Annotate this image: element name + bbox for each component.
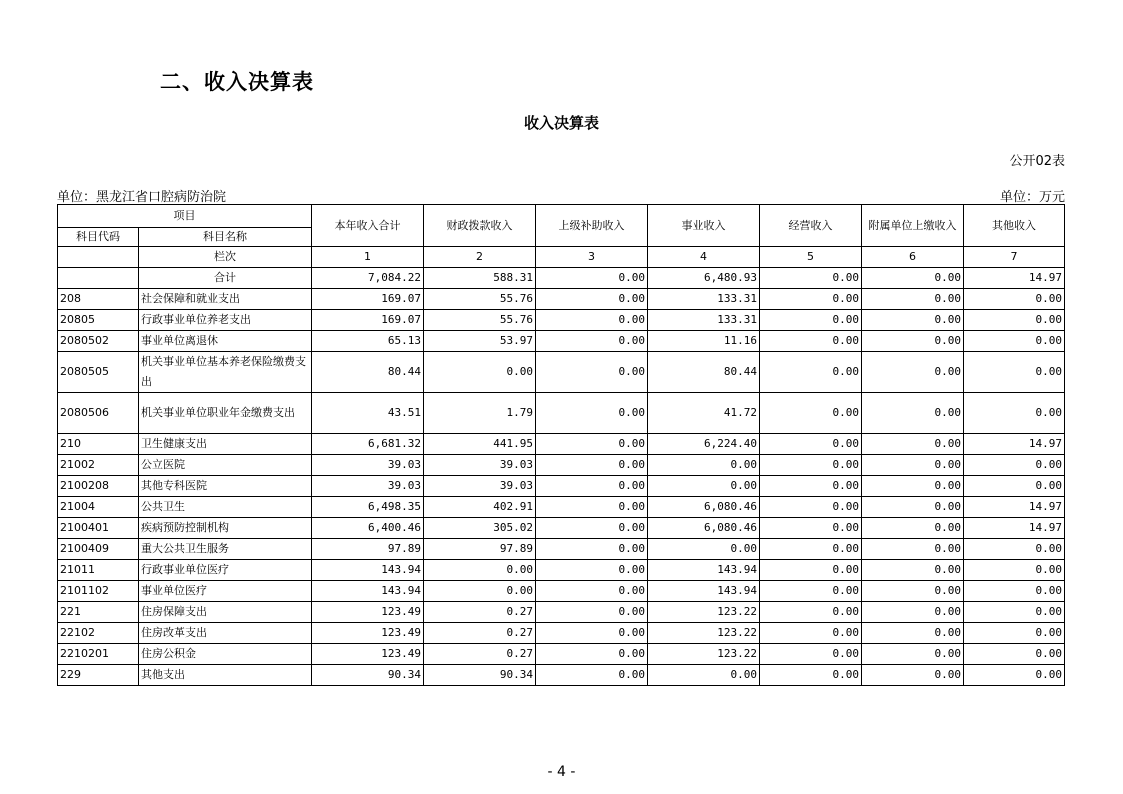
- amount-cell: 0.00: [760, 560, 862, 581]
- header-total-income: 本年收入合计: [312, 205, 424, 247]
- subject-code: 2080505: [58, 352, 139, 393]
- table-row: [58, 476, 1065, 497]
- subject-name: 重大公共卫生服务: [139, 539, 312, 560]
- amount-cell: 123.22: [648, 602, 760, 623]
- amount-cell: 7,084.22: [312, 268, 424, 289]
- subject-name: 事业单位离退休: [139, 331, 312, 352]
- amount-cell: 0.00: [424, 352, 536, 393]
- amount-cell: 0.00: [536, 539, 648, 560]
- amount-cell: 0.00: [964, 665, 1065, 686]
- amount-cell: 0.00: [760, 623, 862, 644]
- amount-cell: 0.00: [760, 497, 862, 518]
- table-row: [58, 665, 1065, 686]
- amount-cell: 6,498.35: [312, 497, 424, 518]
- amount-cell: 0.27: [424, 602, 536, 623]
- amount-cell: 0.00: [862, 539, 964, 560]
- amount-cell: 0.00: [862, 623, 964, 644]
- amount-cell: 0.00: [964, 310, 1065, 331]
- amount-cell: 0.00: [760, 476, 862, 497]
- amount-cell: 0.00: [964, 623, 1065, 644]
- amount-cell: 0.00: [760, 289, 862, 310]
- amount-cell: 0.00: [862, 665, 964, 686]
- amount-cell: 0.00: [862, 455, 964, 476]
- amount-cell: 0.00: [760, 581, 862, 602]
- amount-cell: 39.03: [424, 476, 536, 497]
- table-row: [58, 352, 1065, 393]
- amount-cell: 80.44: [312, 352, 424, 393]
- amount-cell: 0.00: [536, 581, 648, 602]
- table-row: [58, 560, 1065, 581]
- column-number-blank: [58, 247, 139, 268]
- currency-label: 单位：万元: [999, 190, 1065, 205]
- subject-name: 住房改革支出: [139, 623, 312, 644]
- subject-code: 21004: [58, 497, 139, 518]
- column-label: 栏次: [139, 247, 312, 268]
- amount-cell: 6,224.40: [648, 434, 760, 455]
- amount-cell: 39.03: [424, 455, 536, 476]
- subject-name: 机关事业单位职业年金缴费支出: [139, 393, 312, 434]
- amount-cell: 143.94: [312, 560, 424, 581]
- amount-cell: 0.00: [964, 539, 1065, 560]
- amount-cell: 0.00: [760, 644, 862, 665]
- amount-cell: 143.94: [648, 560, 760, 581]
- amount-cell: 123.22: [648, 644, 760, 665]
- amount-cell: 0.00: [760, 602, 862, 623]
- table-row: [58, 310, 1065, 331]
- subject-code: 2100409: [58, 539, 139, 560]
- column-number: 7: [964, 247, 1065, 268]
- amount-cell: 0.00: [862, 268, 964, 289]
- amount-cell: 133.31: [648, 289, 760, 310]
- amount-cell: 123.49: [312, 623, 424, 644]
- amount-cell: 0.00: [964, 644, 1065, 665]
- subject-code: 21002: [58, 455, 139, 476]
- subject-name: 其他专科医院: [139, 476, 312, 497]
- amount-cell: 0.00: [862, 497, 964, 518]
- amount-cell: 0.00: [862, 476, 964, 497]
- table-title: 收入决算表: [523, 114, 599, 132]
- amount-cell: 11.16: [648, 331, 760, 352]
- subject-code: [58, 268, 139, 289]
- amount-cell: 14.97: [964, 497, 1065, 518]
- amount-cell: 0.00: [760, 310, 862, 331]
- table-row: [58, 289, 1065, 310]
- amount-cell: 0.00: [536, 434, 648, 455]
- amount-cell: 0.00: [536, 497, 648, 518]
- amount-cell: 0.00: [964, 352, 1065, 393]
- subject-code: 2080502: [58, 331, 139, 352]
- column-number: 5: [760, 247, 862, 268]
- amount-cell: 441.95: [424, 434, 536, 455]
- amount-cell: 0.00: [536, 352, 648, 393]
- amount-cell: 0.00: [536, 393, 648, 434]
- header-other: 其他收入: [964, 205, 1065, 247]
- table-row: [58, 539, 1065, 560]
- amount-cell: 143.94: [648, 581, 760, 602]
- column-number: 1: [312, 247, 424, 268]
- amount-cell: 0.00: [964, 331, 1065, 352]
- amount-cell: 0.00: [862, 352, 964, 393]
- amount-cell: 97.89: [424, 539, 536, 560]
- amount-cell: 41.72: [648, 393, 760, 434]
- amount-cell: 6,080.46: [648, 497, 760, 518]
- amount-cell: 0.00: [536, 455, 648, 476]
- amount-cell: 0.00: [536, 623, 648, 644]
- subject-name: 行政事业单位养老支出: [139, 310, 312, 331]
- amount-cell: 0.00: [964, 455, 1065, 476]
- amount-cell: 6,681.32: [312, 434, 424, 455]
- amount-cell: 0.00: [536, 644, 648, 665]
- amount-cell: 0.00: [862, 289, 964, 310]
- amount-cell: 588.31: [424, 268, 536, 289]
- amount-cell: 0.00: [964, 602, 1065, 623]
- table-row: [58, 455, 1065, 476]
- amount-cell: 0.00: [536, 476, 648, 497]
- subject-name: 机关事业单位基本养老保险缴费支出: [139, 352, 312, 393]
- subject-code: 21011: [58, 560, 139, 581]
- amount-cell: 0.00: [536, 268, 648, 289]
- amount-cell: 0.00: [424, 560, 536, 581]
- amount-cell: 133.31: [648, 310, 760, 331]
- amount-cell: 6,480.93: [648, 268, 760, 289]
- amount-cell: 123.49: [312, 644, 424, 665]
- amount-cell: 0.00: [536, 665, 648, 686]
- amount-cell: 0.00: [760, 539, 862, 560]
- amount-cell: 0.00: [862, 310, 964, 331]
- amount-cell: 0.00: [536, 518, 648, 539]
- column-number: 3: [536, 247, 648, 268]
- amount-cell: 0.00: [648, 476, 760, 497]
- subject-code: 208: [58, 289, 139, 310]
- header-operating: 经营收入: [760, 205, 862, 247]
- amount-cell: 305.02: [424, 518, 536, 539]
- subject-code: 2080506: [58, 393, 139, 434]
- form-number: 公开02表: [1009, 154, 1065, 169]
- subject-name: 住房保障支出: [139, 602, 312, 623]
- amount-cell: 0.00: [862, 644, 964, 665]
- header-affiliated: 附属单位上缴收入: [862, 205, 964, 247]
- amount-cell: 0.00: [536, 560, 648, 581]
- amount-cell: 80.44: [648, 352, 760, 393]
- amount-cell: 0.00: [648, 539, 760, 560]
- amount-cell: 0.27: [424, 644, 536, 665]
- section-title: 二、收入决算表: [160, 70, 314, 94]
- amount-cell: 65.13: [312, 331, 424, 352]
- table-row: [58, 644, 1065, 665]
- table-row: [58, 393, 1065, 434]
- amount-cell: 0.00: [862, 560, 964, 581]
- amount-cell: 0.00: [536, 289, 648, 310]
- amount-cell: 0.00: [760, 268, 862, 289]
- amount-cell: 90.34: [312, 665, 424, 686]
- header-fiscal: 财政拨款收入: [424, 205, 536, 247]
- amount-cell: 0.00: [760, 352, 862, 393]
- amount-cell: 0.00: [862, 518, 964, 539]
- amount-cell: 123.22: [648, 623, 760, 644]
- amount-cell: 0.00: [536, 602, 648, 623]
- subject-name: 其他支出: [139, 665, 312, 686]
- subject-name: 疾病预防控制机构: [139, 518, 312, 539]
- amount-cell: 0.00: [760, 518, 862, 539]
- subject-code: 210: [58, 434, 139, 455]
- amount-cell: 55.76: [424, 310, 536, 331]
- subject-code: 221: [58, 602, 139, 623]
- amount-cell: 53.97: [424, 331, 536, 352]
- amount-cell: 0.00: [862, 434, 964, 455]
- subject-name: 合计: [139, 268, 312, 289]
- amount-cell: 6,080.46: [648, 518, 760, 539]
- header-superior-subsidy: 上级补助收入: [536, 205, 648, 247]
- amount-cell: 0.00: [648, 665, 760, 686]
- amount-cell: 1.79: [424, 393, 536, 434]
- table-row: [58, 497, 1065, 518]
- income-table: [57, 204, 1065, 686]
- subject-code: 2210201: [58, 644, 139, 665]
- amount-cell: 97.89: [312, 539, 424, 560]
- amount-cell: 0.00: [760, 665, 862, 686]
- header-row-1: [58, 205, 1065, 228]
- amount-cell: 0.00: [760, 393, 862, 434]
- amount-cell: 0.00: [964, 289, 1065, 310]
- subject-code: 229: [58, 665, 139, 686]
- amount-cell: 14.97: [964, 268, 1065, 289]
- subject-name: 社会保障和就业支出: [139, 289, 312, 310]
- amount-cell: 169.07: [312, 310, 424, 331]
- page-number: - 4 -: [547, 764, 576, 780]
- amount-cell: 14.97: [964, 518, 1065, 539]
- subject-name: 公立医院: [139, 455, 312, 476]
- amount-cell: 0.00: [862, 331, 964, 352]
- amount-cell: 0.00: [964, 393, 1065, 434]
- amount-cell: 0.00: [760, 455, 862, 476]
- table-row: [58, 581, 1065, 602]
- subject-code: 20805: [58, 310, 139, 331]
- subject-code: 2100401: [58, 518, 139, 539]
- amount-cell: 0.00: [964, 560, 1065, 581]
- unit-label: 单位：黑龙江省口腔病防治院: [57, 190, 227, 205]
- table-row: [58, 434, 1065, 455]
- amount-cell: 90.34: [424, 665, 536, 686]
- amount-cell: 0.00: [862, 393, 964, 434]
- header-code: 科目代码: [58, 228, 139, 247]
- amount-cell: 55.76: [424, 289, 536, 310]
- amount-cell: 123.49: [312, 602, 424, 623]
- header-business: 事业收入: [648, 205, 760, 247]
- table-row: [58, 623, 1065, 644]
- column-number: 4: [648, 247, 760, 268]
- subject-name: 事业单位医疗: [139, 581, 312, 602]
- column-number: 6: [862, 247, 964, 268]
- amount-cell: 0.00: [964, 476, 1065, 497]
- amount-cell: 14.97: [964, 434, 1065, 455]
- amount-cell: 0.00: [424, 581, 536, 602]
- column-number-row: [58, 247, 1065, 268]
- amount-cell: 0.00: [536, 310, 648, 331]
- column-number: 2: [424, 247, 536, 268]
- subject-code: 2100208: [58, 476, 139, 497]
- table-row: [58, 331, 1065, 352]
- amount-cell: 0.00: [862, 581, 964, 602]
- subject-name: 行政事业单位医疗: [139, 560, 312, 581]
- table-row: [58, 602, 1065, 623]
- amount-cell: 402.91: [424, 497, 536, 518]
- amount-cell: 0.27: [424, 623, 536, 644]
- subject-name: 公共卫生: [139, 497, 312, 518]
- amount-cell: 0.00: [536, 331, 648, 352]
- amount-cell: 0.00: [964, 581, 1065, 602]
- subject-name: 卫生健康支出: [139, 434, 312, 455]
- amount-cell: 0.00: [648, 455, 760, 476]
- subject-name: 住房公积金: [139, 644, 312, 665]
- header-name: 科目名称: [139, 228, 312, 247]
- amount-cell: 39.03: [312, 455, 424, 476]
- amount-cell: 0.00: [862, 602, 964, 623]
- amount-cell: 143.94: [312, 581, 424, 602]
- table-row: [58, 518, 1065, 539]
- table-row: [58, 268, 1065, 289]
- amount-cell: 0.00: [760, 434, 862, 455]
- amount-cell: 169.07: [312, 289, 424, 310]
- amount-cell: 6,400.46: [312, 518, 424, 539]
- amount-cell: 43.51: [312, 393, 424, 434]
- amount-cell: 39.03: [312, 476, 424, 497]
- subject-code: 22102: [58, 623, 139, 644]
- header-item: 项目: [58, 205, 312, 228]
- amount-cell: 0.00: [760, 331, 862, 352]
- subject-code: 2101102: [58, 581, 139, 602]
